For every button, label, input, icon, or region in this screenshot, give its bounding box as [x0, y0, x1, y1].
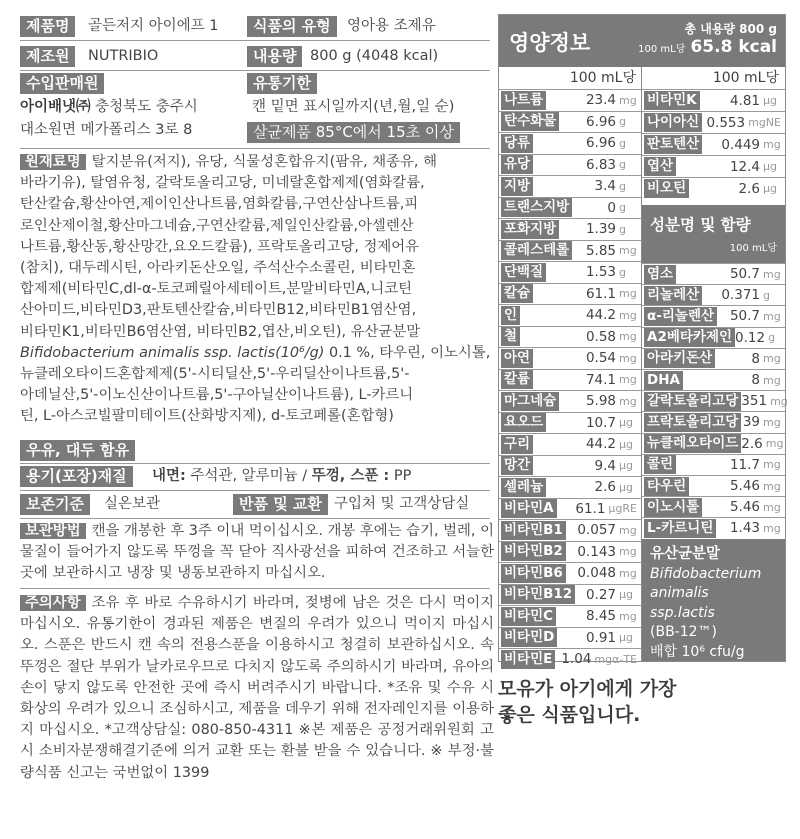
nutrient-name: 유당 [501, 155, 533, 174]
nutrient-row [499, 627, 641, 649]
nutrient-value: 61.1 [585, 285, 616, 302]
nutrient-value: 6.96 [585, 135, 616, 152]
food-type-value: 영아용 조제유 [347, 18, 436, 34]
nutrient-value: 0.449 [721, 136, 760, 153]
nutrient-unit: mg [763, 521, 781, 535]
nutrient-unit: g [619, 265, 626, 279]
volume-value: 800 g (4048 kcal) [310, 48, 439, 64]
nutrient-row [499, 498, 641, 520]
nutrient-unit: mg [619, 308, 637, 322]
divider [20, 70, 490, 71]
nutrient-row [499, 412, 641, 434]
nutrient-value: 50.7 [729, 266, 760, 283]
nutrient-value: 4.81 [729, 92, 760, 109]
nutrient-row [642, 111, 785, 133]
nutrient-unit: mg [763, 415, 781, 429]
nutrient-unit: mg [619, 244, 637, 258]
nutrient-row [499, 89, 641, 111]
nutrient-row [499, 111, 641, 133]
ingredients-label: 원재료명 [20, 154, 86, 170]
nutrient-value: 0.371 [721, 287, 760, 304]
nutrient-unit: μg [619, 416, 633, 430]
nutrient-row [642, 305, 785, 326]
nutrient-row [499, 541, 641, 563]
nutrient-unit: μg [763, 182, 777, 195]
nutrient-name: 이노시톨 [644, 498, 702, 517]
nutrient-row [642, 454, 785, 475]
return-label: 반품 및 교환 [233, 494, 328, 515]
nutrient-value: 0.54 [585, 350, 616, 367]
nutrient-value: 1.39 [585, 221, 616, 238]
nutrient-name: 비타민E [501, 650, 555, 669]
nutrient-name: 콜린 [644, 455, 676, 474]
product-name-label: 제품명 [20, 16, 75, 37]
nutrient-name: 콜레스테롤 [501, 241, 572, 260]
nutrient-unit: μg [763, 94, 777, 107]
caution-label: 주의사항 [20, 595, 86, 611]
nutrient-unit: mg [619, 93, 637, 107]
nutrient-value: 9.4 [594, 457, 616, 474]
nutrient-name: 리놀레산 [644, 286, 702, 305]
nutrient-name: A2베타카제인 [644, 328, 735, 347]
allergen-label: 우유, 대두 함유 [20, 440, 135, 461]
nutrient-unit: mg [763, 500, 781, 514]
nutrient-row [642, 284, 785, 305]
nutrient-row [642, 517, 785, 538]
nutrient-row [499, 304, 641, 326]
nutrient-value: 50.7 [729, 308, 760, 325]
nutrient-unit: μg [763, 160, 777, 173]
divider [20, 518, 490, 519]
storage-label: 보존기준 [20, 494, 90, 515]
nutrient-name: 판토텐산 [644, 135, 702, 154]
nutrient-row [642, 155, 785, 177]
nutrient-row [499, 369, 641, 391]
nutrient-name: 지방 [501, 177, 533, 196]
nutrient-row [499, 347, 641, 369]
nutrient-unit: μg [619, 480, 633, 494]
nutrient-row [499, 154, 641, 176]
nutrient-row [499, 584, 641, 606]
nutrient-name: 아연 [501, 349, 533, 368]
nutrient-name: 단백질 [501, 263, 546, 282]
nutrient-name: 나이아신 [644, 113, 702, 132]
importer-label: 수입판매원 [20, 73, 104, 94]
nutrient-row [499, 562, 641, 584]
nutrient-row [499, 218, 641, 240]
nutrient-unit: g [763, 288, 770, 302]
nutrient-value: 8.45 [585, 608, 616, 625]
nutrient-unit: mg [763, 267, 781, 281]
nutrient-name: 당류 [501, 134, 533, 153]
product-name-value: 골든저지 아이에프 1 [88, 18, 219, 34]
total-amount: 총 내용량 800 g [684, 22, 777, 36]
nutrient-name: 비타민B12 [501, 585, 575, 604]
nutrient-row [642, 89, 785, 111]
nutrient-name: 인 [501, 306, 520, 325]
nutrient-name: 비타민K [644, 91, 700, 110]
nutrient-unit: mg [770, 394, 788, 408]
importer-line1: 아이배냇㈜ 충청북도 충주시 [20, 99, 198, 115]
composition-header: 성분명 및 함량 100 mL당 [642, 205, 785, 263]
nutrient-value: 2.6 [738, 180, 760, 197]
nutrient-row [499, 283, 641, 305]
nutrient-unit: mg [619, 330, 637, 344]
nutrient-unit: mg [619, 545, 637, 559]
nutrient-name: 염소 [644, 265, 676, 284]
nutrient-row [642, 133, 785, 155]
nutrient-name: 비오틴 [644, 179, 689, 198]
volume-label: 내용량 [247, 46, 302, 67]
nutrient-name: L-카르니틴 [644, 519, 716, 538]
nutrient-unit: g [768, 331, 776, 345]
nutrient-name: 타우린 [644, 477, 689, 496]
nutrient-value: 5.46 [729, 478, 760, 495]
nutrient-row [499, 433, 641, 455]
manufacturer-label: 제조원 [20, 46, 75, 67]
nutrient-unit: mg [765, 437, 784, 451]
nutrient-value: 5.98 [585, 393, 616, 410]
nutrient-name: 요오드 [501, 413, 546, 432]
nutrient-row [642, 177, 785, 199]
nutrient-value: 6.83 [585, 156, 616, 173]
nutrient-row [499, 519, 641, 541]
expiry-label: 유통기한 [247, 73, 317, 94]
nutrient-name: 뉴클레오타이드 [644, 434, 741, 453]
nutrient-name: 아라키돈산 [644, 349, 715, 368]
nutrient-unit: g [619, 201, 626, 215]
nutrient-name: 구리 [501, 435, 533, 454]
nutrient-unit: mg [619, 566, 637, 580]
nutrition-panel [498, 14, 788, 668]
nutrient-name: 비타민B6 [501, 564, 566, 583]
nutrient-row [642, 263, 785, 284]
nutrient-name: 비타민B2 [501, 542, 566, 561]
nutrient-unit: μg [619, 459, 633, 473]
nutrient-name: 셀레늄 [501, 478, 546, 497]
nutrient-unit: mg [619, 373, 637, 387]
nutrient-name: 칼륨 [501, 370, 533, 389]
nutrient-row [499, 261, 641, 283]
sterilize-badge: 살균제품 85°C에서 15초 이상 [247, 122, 460, 143]
probiotic-box: 유산균분말 Bifidobacterium animalis ssp.lactis (BB-12™) 배합 10⁶ cfu/g [642, 539, 785, 661]
divider [20, 148, 490, 149]
nutrient-row [642, 411, 785, 432]
nutrient-name: 비타민C [501, 607, 556, 626]
nutrient-value: 0.057 [577, 522, 616, 539]
nutrient-value: 1.04 [561, 651, 592, 668]
nutrient-unit: μgRE [608, 502, 637, 516]
nutrient-unit: mg [619, 609, 637, 623]
nutrient-row [499, 175, 641, 197]
nutrient-unit: mg [763, 373, 781, 387]
nutrient-value: 8 [751, 350, 760, 367]
nutrient-value: 0.27 [585, 586, 616, 603]
divider [20, 588, 490, 589]
ingredients-block: 원재료명 탈지분유(저지), 유당, 식물성혼합유지(팜유, 채종유, 해 바라기유), 탈염유청, 갈락토올리고당, 미네랄혼합제제(염화칼륨, 탄산칼슘,황산아연,제이인산나트륨,염화칼륨,구연산삼나트륨,피 로인산제이철,황산마그네슘,구연산칼륨,제일인산칼륨,아셀렌산 나트륨,황산동,황산망간,요오드칼륨), 프락토올리고당, 정제어유 (참치), 대두레시틴, 아라키돈산오일, 주석산수소콜린, 비타민혼 합제제(비타민C,dl-α-토코페릴아세테이트,분말비타민A,니코틴 산아미드,비타민D3,판토텐산칼슘,비타민B12,비타민B1염산염, 비타민K1,비타민B6염산염, 비타민B2,엽산,비오틴), 유산균분말 Bifidobacterium animalis ssp. lactis(10⁶/g) 0.1 %, 타우린, 이노시톨, 뉴클레오타이드혼합제제(5'-시티딜산,5'-우리딜산이나트륨,5'- 아데닐산,5'-이노신산이나트륨,5'-구아닐산이나트륨), L-카르니 틴, L-아스코빌팔미테이트(산화방지제), d-토코페롤(혼합형) [20, 154, 491, 425]
nutrient-value: 351 [741, 393, 768, 410]
nutrient-unit: mg [763, 352, 781, 366]
nutrient-value: 23.4 [585, 92, 616, 109]
nutrient-name: 트랜스지방 [501, 198, 572, 217]
nutrient-value: 8 [751, 372, 760, 389]
nutrient-value: 5.46 [729, 499, 760, 516]
nutrient-row [499, 605, 641, 627]
nutrient-name: 마그네슘 [501, 392, 559, 411]
nutrient-unit: μg [619, 631, 633, 645]
nutrient-row [642, 348, 785, 369]
nutrient-name: 비타민B1 [501, 521, 566, 540]
nutrient-value: 0.553 [706, 114, 746, 131]
nutrient-unit: mg [763, 479, 781, 493]
nutrient-name: DHA [644, 371, 683, 390]
nutrient-name: α-리놀렌산 [644, 307, 717, 326]
storage-value: 실온보관 [104, 496, 161, 512]
nutrient-unit: mgNE [748, 116, 781, 129]
nutrient-name: 포화지방 [501, 220, 559, 239]
nutrient-row [642, 327, 785, 348]
packaging-label: 용기(포장)재질 [20, 466, 133, 487]
nutrient-value: 10.7 [585, 414, 616, 431]
nutrient-value: 5.85 [585, 242, 616, 259]
nutrient-row [499, 197, 641, 219]
nutrient-value: 0.58 [585, 328, 616, 345]
nutrient-name: 비타민D [501, 628, 557, 647]
nutrient-unit: mg [619, 394, 637, 408]
nutrient-row [499, 132, 641, 154]
kcal-line: 100 mL당 65.8 kcal [638, 37, 777, 57]
nutrient-value: 0.12 [735, 329, 766, 346]
nutrient-name: 탄수화물 [501, 112, 559, 131]
divider [20, 490, 490, 491]
nutrient-value: 3.4 [594, 178, 616, 195]
nutrient-name: 갈락토올리고당 [644, 392, 741, 411]
nutrition-title: 영양정보 [509, 31, 591, 55]
right-col-header: 100 mL당 [712, 70, 779, 86]
nutrient-row [642, 369, 785, 390]
divider [20, 40, 490, 41]
storage-method-block: 보관방법 캔을 개봉한 후 3주 이내 먹이십시오. 개봉 후에는 습기, 벌레, 이물질이 들어가지 않도록 뚜껑을 꼭 닫아 직사광선을 피하여 건조하고 서늘한 곳에 보관하시고 냉장 및 냉동보관하지 마십시오. [20, 523, 494, 582]
nutrient-value: 6.96 [585, 113, 616, 130]
nutrient-value: 61.1 [575, 500, 606, 517]
nutrient-row [499, 476, 641, 498]
nutrient-value: 0 [607, 199, 616, 216]
nutrient-unit: mg [763, 138, 781, 151]
nutrient-value: 0.048 [577, 565, 616, 582]
nutrient-row [642, 475, 785, 496]
expiry-value: 캔 밑면 표시일까지(년,월,일 순) [252, 99, 455, 115]
nutrient-name: 철 [501, 327, 520, 346]
return-value: 구입처 및 고객상담실 [334, 496, 470, 512]
nutrient-row [642, 496, 785, 517]
nutrient-unit: g [619, 222, 626, 236]
storage-method-label: 보관방법 [20, 523, 86, 539]
packaging-value: 내면: 주석관, 알루미늄 / 뚜껑, 스푼 : PP [152, 468, 412, 484]
nutrient-value: 1.53 [585, 264, 616, 281]
caution-block: 주의사항 조유 후 바로 수유하시기 바라며, 젖병에 남은 것은 다시 먹이지 마십시오. 유통기한이 경과된 제품은 변질의 우려가 있으니 먹이지 마십시오. 스푼은 반드시 캔 속의 전용스푼을 이용하시고 청결히 보관하십시오. 속 뚜껑은 절단 부위가 날카로우므로 다치지 않도록 주의하시기 바라며, 유아의 손이 닿지 않도록 안전한 곳에 즉시 버려주시기 바랍니다. *조유 및 수유 시 화상의 우려가 있으니 조심하시고, 제품을 데우기 위해 전자레인지를 이용하지 마십시오. *고객상담실: 080-850-4311 ※본 제품은 공정거래위원회 고시 소비자분쟁해결기준에 의거 교환 또는 환불 받을 수 있습니다. ※ 부정·불량식품 신고는 국번없이 1399 [20, 595, 494, 781]
nutrient-value: 2.6 [594, 479, 616, 496]
nutrient-row [642, 390, 788, 411]
nutrient-value: 12.4 [729, 158, 760, 175]
nutrient-value: 44.2 [585, 436, 616, 453]
nutrient-name: 망간 [501, 456, 533, 475]
nutrient-value: 0.143 [577, 543, 616, 560]
nutrient-unit: g [619, 179, 626, 193]
nutrient-unit: g [619, 115, 626, 129]
nutrient-name: 칼슘 [501, 284, 533, 303]
food-type-label: 식품의 유형 [247, 16, 337, 37]
nutrient-value: 1.43 [729, 520, 760, 537]
left-col-header: 100 mL당 [569, 70, 636, 86]
nutrient-name: 엽산 [644, 157, 676, 176]
nutrient-value: 44.2 [585, 307, 616, 324]
nutrient-row [499, 326, 641, 348]
nutrient-unit: mg [619, 351, 637, 365]
nutrient-unit: mg [619, 287, 637, 301]
divider [20, 463, 490, 464]
nutrient-row [499, 648, 641, 670]
nutrient-row [499, 240, 641, 262]
nutrient-value: 39 [742, 414, 760, 431]
nutrient-value: 11.7 [729, 456, 760, 473]
nutrient-unit: g [619, 158, 626, 172]
nutrient-unit: μg [619, 588, 633, 602]
nutrient-unit: μg [619, 437, 633, 451]
importer-line2: 대소원면 메가폴리스 3로 8 [20, 122, 193, 138]
nutrition-header [499, 15, 785, 67]
nutrient-name: 프락토올리고당 [644, 413, 741, 432]
nutrient-unit: mg [763, 458, 781, 472]
footer-slogan: 모유가 아기에게 가장 좋은 식품입니다. [498, 678, 677, 726]
nutrient-row [642, 433, 785, 454]
nutrient-value: 2.6 [741, 435, 763, 452]
nutrient-unit: mg [619, 523, 637, 537]
nutrient-row [499, 390, 641, 412]
nutrient-value: 0.91 [585, 629, 616, 646]
nutrient-row [499, 455, 641, 477]
nutrient-name: 나트륨 [501, 91, 546, 110]
nutrient-value: 74.1 [585, 371, 616, 388]
nutrient-name: 비타민A [501, 499, 557, 518]
nutrient-unit: mgα-TE [594, 652, 637, 666]
manufacturer-value: NUTRIBIO [88, 48, 159, 64]
nutrient-unit: g [619, 136, 626, 150]
nutrient-unit: mg [763, 309, 781, 323]
